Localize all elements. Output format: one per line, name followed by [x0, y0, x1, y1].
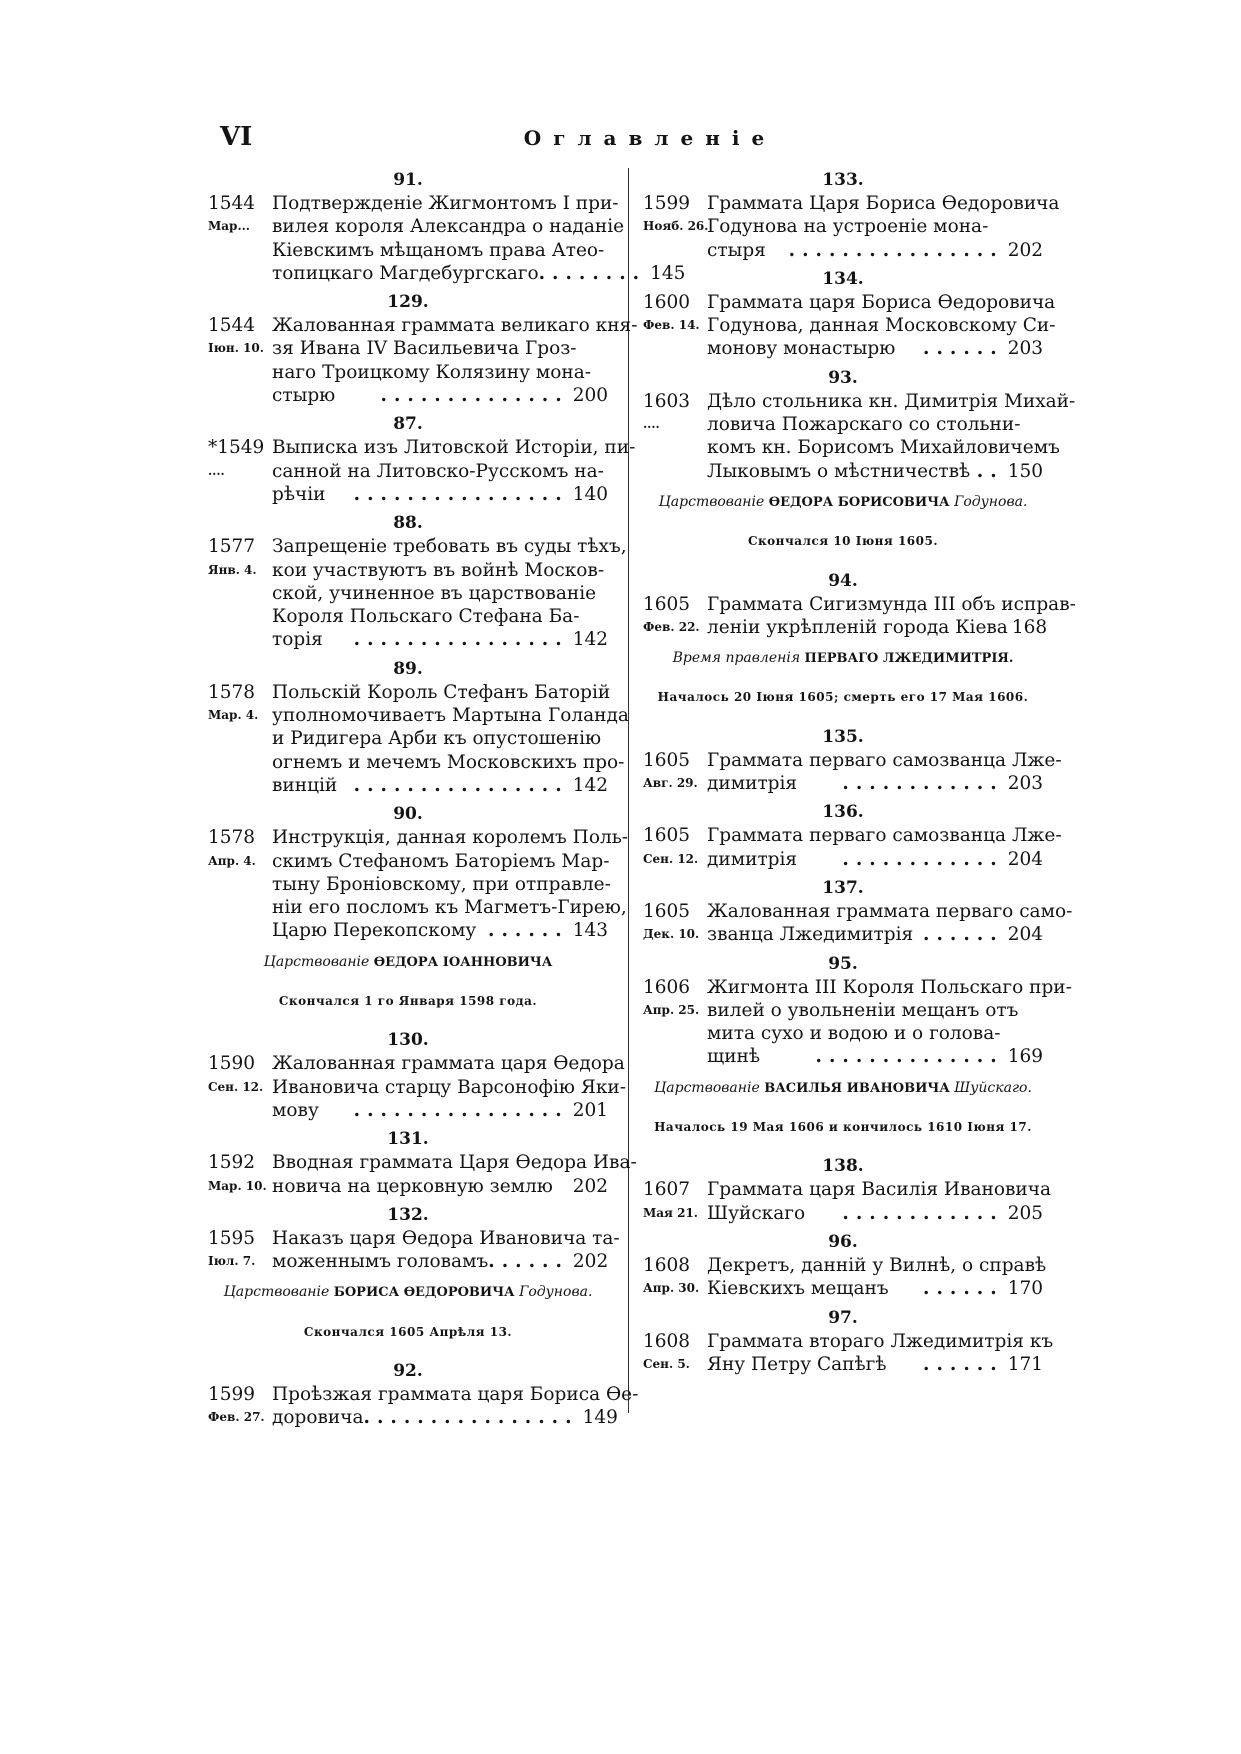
- entry-date: ....: [208, 463, 225, 478]
- entry-date: Іюн. 10.: [208, 341, 264, 356]
- entry-page: 201: [572, 1099, 608, 1121]
- entry-text: наго Троицкому Колязину мона-: [272, 361, 592, 383]
- entry-text: монову монастырю: [707, 338, 896, 360]
- entry-text: зя Ивана IV Васильевича Гроз-: [272, 338, 577, 360]
- entry-text: и Ридигера Арби къ опустошенію: [272, 728, 602, 750]
- document-number: 138.: [822, 1156, 864, 1177]
- toc-entry: 137. 1605 Жалованная граммата перваго само- Дек. 10. званца Лжедимитрія ...... 204: [643, 877, 1073, 946]
- entry-text: Граммата перваго самозванца Лже-: [707, 825, 1062, 847]
- entry-text: стыря: [707, 239, 766, 261]
- entry-page: 200: [572, 385, 608, 407]
- toc-entry: 132. 1595 Наказъ царя Ѳедора Ивановича та- Іюл. 7. моженнымъ головамъ ...... 202: [208, 1204, 620, 1273]
- entry-text: ской, учиненное въ царствованіе: [272, 582, 597, 604]
- entry-text: Граммата царя Бориса Ѳедоровича: [707, 291, 1056, 313]
- entry-year: 1606: [643, 976, 691, 998]
- entry-text: Дѣло стольника кн. Димитрія Михай-: [707, 390, 1076, 412]
- entry-date: Іюл. 7.: [208, 1254, 256, 1269]
- entry-page: 140: [572, 483, 608, 505]
- entry-text: Декретъ, данній у Вилнѣ, о справѣ: [707, 1254, 1047, 1276]
- entry-text: уполномочиваетъ Мартына Голанда: [272, 705, 629, 727]
- reign-prefix: Царствованіе: [658, 493, 765, 510]
- entry-text: Годунова на устроеніе мона-: [707, 216, 989, 238]
- entry-text: Жалованная граммата великаго кня-: [272, 315, 638, 337]
- toc-entry: 129. 1544 Жалованная граммата великаго кня- Іюн. 10. зя Ивана IV Васильевича Гроз- наго Троицкому Колязину мона- стырю .............. 200: [208, 292, 638, 407]
- document-number: 134.: [822, 268, 864, 289]
- entry-text: Годунова, данная Московскому Си-: [707, 315, 1056, 337]
- reign-dates: Скончался 1605 Апрѣля 13.: [303, 1324, 513, 1339]
- entry-text: комъ кн. Борисомъ Михайловичемъ: [707, 437, 1060, 459]
- entry-text: мову: [272, 1099, 319, 1121]
- entry-date: Мар. 4.: [208, 708, 259, 723]
- entry-text: огнемъ и мечемъ Московскихъ про-: [272, 751, 625, 773]
- reign-dates: Началось 20 Іюня 1605; смерть его 17 Мая 1606.: [657, 690, 1029, 705]
- entry-text: Граммата втораго Лжедимитрія къ: [707, 1330, 1054, 1352]
- reign-suffix: Шуйскаго.: [954, 1079, 1032, 1096]
- column-divider: [628, 168, 629, 1413]
- entry-page: 150: [1007, 460, 1043, 482]
- entry-page: 145: [650, 262, 686, 284]
- entry-year: 1595: [208, 1227, 256, 1249]
- entry-year: 1544: [208, 315, 256, 337]
- entry-page: 204: [1007, 848, 1043, 870]
- entry-text: Лыковымъ о мѣстничествѣ: [707, 460, 971, 482]
- entry-date: Янв. 4.: [208, 562, 257, 577]
- entry-text: скимъ Стефаномъ Баторіемъ Мар-: [272, 850, 610, 872]
- entry-text: Кіевскимъ мѣщаномъ права Атео-: [272, 239, 605, 261]
- toc-entry: 92. 1599 Проѣзжая граммата царя Бориса Ѳе- Фев. 27. доровича ................ 149: [208, 1360, 639, 1429]
- entry-year: 1605: [643, 749, 691, 771]
- entry-year: 1578: [208, 827, 256, 849]
- entry-page: 168: [1011, 616, 1048, 638]
- toc-entry: 87. *1549 Выписка изъ Литовской Исторіи, пи- .... санной на Литовско-Русскомъ на- рѣчіи ................ 140: [208, 414, 636, 505]
- entry-text: Ивановича старцу Варсонофію Яки-: [272, 1076, 626, 1098]
- entry-page: 142: [572, 629, 608, 651]
- reign-heading: [208, 1281, 608, 1304]
- entry-page: 205: [1007, 1202, 1043, 1224]
- entry-date: Дек. 10.: [643, 927, 700, 942]
- entry-text: санной на Литовско-Русскомъ на-: [272, 460, 604, 482]
- document-number: 129.: [387, 292, 429, 313]
- entry-text: Кіевскихъ мещанъ: [707, 1278, 889, 1300]
- toc-entry: 138. 1607 Граммата царя Василія Ивановича Мая 21. Шуйскаго ............ 205: [643, 1156, 1051, 1224]
- entry-text: доровича: [272, 1407, 364, 1429]
- toc-entry: 135. 1605 Граммата перваго самозванца Лже- Авг. 29. димитрія ............ 203: [643, 726, 1062, 795]
- reign-name: ВАСИЛЬЯ ИВАНОВИЧА: [764, 1080, 950, 1096]
- document-number: 132.: [387, 1204, 429, 1225]
- entry-date: ....: [643, 417, 660, 432]
- toc-entry: 95. 1606 Жигмонта III Короля Польскаго при- Апр. 25. вилей о увольненіи мещанъ отъ мита сухо и водою и о голова- щинѣ .............. 169: [643, 953, 1072, 1068]
- entry-text: Наказъ царя Ѳедора Ивановича та-: [272, 1227, 620, 1249]
- entry-year: 1599: [643, 193, 691, 214]
- entry-text: Граммата царя Василія Ивановича: [707, 1179, 1051, 1201]
- entry-year: 1578: [208, 681, 256, 703]
- reign-name: ѲЕДОРА ІОАННОВИЧА: [373, 954, 553, 970]
- entry-text: димитрія: [707, 773, 798, 795]
- toc-entry: 88. 1577 Запрещеніе требовать въ суды тѣхъ, Янв. 4. кои участвуютъ въ войнѣ Москов- ской, учиненное въ царствованіе Короля Польскаго Стефана Ба- торія ................ 142: [208, 513, 627, 651]
- reign-prefix: Царствованіе: [223, 1284, 330, 1301]
- reign-prefix: Время правленія: [672, 650, 801, 667]
- entry-year: *1549: [208, 437, 265, 459]
- toc-entry: 93. 1603 Дѣло стольника кн. Димитрія Михай- .... ловича Пожарскаго со стольни- комъ кн. Борисомъ Михайловичемъ Лыковымъ о мѣстничествѣ .. 150: [643, 367, 1076, 482]
- entry-text: Короля Польскаго Стефана Ба-: [272, 606, 580, 628]
- entry-text: новича на церковную землю: [272, 1175, 553, 1197]
- toc-entry: 136. 1605 Граммата перваго самозванца Лже- Сен. 12. димитрія ............ 204: [643, 802, 1062, 870]
- entry-year: 1599: [208, 1383, 256, 1405]
- document-number: 133.: [822, 170, 864, 190]
- document-number: 136.: [822, 802, 864, 823]
- entry-page: 202: [572, 1175, 608, 1197]
- entry-text: стырю: [272, 385, 336, 407]
- entry-year: 1590: [208, 1053, 256, 1075]
- reign-suffix: Годунова.: [954, 493, 1028, 510]
- document-number: 96.: [828, 1231, 858, 1252]
- reign-heading: [643, 647, 1043, 670]
- entry-date: Фев. 22.: [643, 619, 700, 634]
- toc-entry: 96. 1608 Декретъ, данній у Вилнѣ, о справѣ Апр. 30. Кіевскихъ мещанъ ...... 170: [643, 1231, 1047, 1300]
- entry-text: Жигмонта III Короля Польскаго при-: [707, 976, 1072, 998]
- reign-name: БОРИСА ѲЕДОРОВИЧА: [333, 1285, 515, 1301]
- reign-dates: Началось 19 Мая 1606 и кончилось 1610 Іюня 17.: [654, 1120, 1032, 1135]
- entry-text: Шуйскаго: [707, 1202, 806, 1224]
- entry-text: тыну Броніовскому, при отправле-: [272, 873, 611, 895]
- reign-prefix: Царствованіе: [263, 953, 370, 970]
- entry-text: топицкаго Магдебургскаго: [272, 262, 539, 284]
- entry-text: Жалованная граммата царя Ѳедора: [272, 1053, 625, 1075]
- reign-prefix: Царствованіе: [654, 1079, 760, 1096]
- entry-year: 1577: [208, 536, 256, 558]
- toc-entry: 130. 1590 Жалованная граммата царя Ѳедора Сен. 12. Ивановича старцу Варсонофію Яки- мову ................ 201: [208, 1030, 626, 1121]
- reign-heading: [643, 1077, 1043, 1100]
- entry-text: леніи укрѣпленій города Кіева: [707, 616, 1008, 638]
- reign-heading: [643, 491, 1043, 514]
- entry-text: Вводная граммата Царя Ѳедора Ива-: [272, 1152, 637, 1174]
- entry-text: мита сухо и водою и о голова-: [707, 1023, 1001, 1045]
- entry-page: 170: [1007, 1278, 1043, 1300]
- page-number: VI: [220, 122, 253, 152]
- document-number: 88.: [393, 513, 423, 534]
- document-number: 131.: [387, 1129, 429, 1150]
- entry-text: Проѣзжая граммата царя Бориса Ѳе-: [272, 1383, 639, 1405]
- entry-year: 1605: [643, 825, 691, 847]
- entry-text: Запрещеніе требовать въ суды тѣхъ,: [272, 536, 627, 558]
- entry-page: 204: [1007, 924, 1043, 946]
- entry-text: Яну Петру Сапѣгѣ: [707, 1353, 887, 1375]
- entry-text: торія: [272, 629, 323, 651]
- entry-text: Инструкція, данная королемъ Поль-: [272, 827, 629, 849]
- entry-year: 1605: [643, 593, 691, 615]
- entry-year: 1608: [643, 1330, 691, 1352]
- document-number: 90.: [393, 804, 423, 825]
- entry-date: Сен. 5.: [643, 1356, 690, 1371]
- entry-date: Апр. 30.: [643, 1281, 700, 1296]
- entry-page: 142: [572, 774, 608, 796]
- entry-year: 1592: [208, 1152, 256, 1174]
- toc-entry: [208, 1128, 637, 1198]
- entry-page: 171: [1007, 1353, 1043, 1375]
- entry-year: 1544: [208, 193, 256, 214]
- entry-text: Граммата Царя Бориса Ѳедоровича: [707, 193, 1060, 214]
- entry-year: 1600: [643, 291, 691, 313]
- entry-text: рѣчіи: [272, 483, 326, 505]
- entry-text: моженнымъ головамъ: [272, 1251, 489, 1273]
- document-number: 91.: [393, 170, 423, 190]
- document-number: 137.: [822, 877, 864, 898]
- entry-text: Подтвержденіе Жигмонтомъ I при-: [272, 193, 619, 214]
- entry-page: 203: [1007, 773, 1043, 795]
- toc-entry: 90. 1578 Инструкція, данная королемъ Поль- Апр. 4. скимъ Стефаномъ Баторіемъ Мар- тыну Броніовскому, при отправле- ніи его посломъ къ Магметъ-Гирею, Царю Перекопскому ...... 143: [208, 804, 629, 942]
- entry-date: Мар...: [208, 219, 250, 234]
- entry-text: Выписка изъ Литовской Исторіи, пи-: [272, 437, 636, 459]
- entry-page: 202: [572, 1251, 609, 1273]
- entry-year: 1605: [643, 900, 691, 922]
- document-number: 92.: [393, 1360, 423, 1381]
- entry-page: 149: [582, 1407, 618, 1429]
- toc-entry: 97. 1608 Граммата втораго Лжедимитрія къ Сен. 5. Яну Петру Сапѣгѣ ...... 171: [643, 1307, 1054, 1375]
- toc-entry: 91. 1544 Подтвержденіе Жигмонтомъ I при- Мар... вилея короля Александра о наданіе Кіевскимъ мѣщаномъ права Атео- топицкаго Магдебургскаго ........ 145: [208, 170, 686, 284]
- document-number: 87.: [393, 414, 423, 435]
- reign-name: ѲЕДОРА БОРИСОВИЧА: [768, 494, 950, 510]
- entry-page: 202: [1007, 239, 1043, 261]
- page-title: Оглавленіе: [523, 126, 777, 150]
- entry-date: Фев. 14.: [643, 318, 700, 333]
- entry-year: 1607: [643, 1179, 691, 1201]
- toc-entry: 133. 1599 Граммата Царя Бориса Ѳедоровича Нояб. 26. Годунова на устроеніе мона- стыря ................ 202: [643, 170, 1060, 261]
- reign-heading: [208, 951, 608, 974]
- toc-entry: 134. 1600 Граммата царя Бориса Ѳедоровича Фев. 14. Годунова, данная Московскому Си- монову монастырю ...... 203: [643, 268, 1056, 360]
- entry-date: Мая 21.: [643, 1205, 698, 1220]
- reign-dates: Скончался 10 Іюня 1605.: [747, 534, 939, 549]
- entry-text: вилея короля Александра о наданіе: [272, 216, 625, 238]
- entry-text: ловича Пожарскаго со стольни-: [707, 414, 1021, 436]
- entry-text: Граммата перваго самозванца Лже-: [707, 749, 1062, 771]
- entry-date: Нояб. 26.: [643, 219, 709, 234]
- document-number: 93.: [828, 367, 858, 388]
- entry-text: Жалованная граммата перваго само-: [707, 900, 1073, 922]
- entry-text: щинѣ: [707, 1046, 761, 1068]
- right-column: [643, 168, 1076, 1382]
- entry-text: Царю Перекопскому: [272, 920, 477, 942]
- entry-text: ніи его посломъ къ Магметъ-Гирею,: [272, 897, 627, 919]
- entry-page: 203: [1007, 338, 1043, 360]
- toc-entry: [643, 570, 1076, 640]
- reign-suffix: Годунова.: [519, 1284, 593, 1301]
- toc-entry: 89. 1578 Польскій Король Стефанъ Баторій Мар. 4. уполномочиваетъ Мартына Голанда и Ридигера Арби къ опустошенію огнемъ и мечемъ Московскихъ про- винцій ................ 142: [208, 658, 629, 796]
- entry-text: Граммата Сигизмунда III объ исправ-: [707, 593, 1076, 615]
- reign-name: ПЕРВАГО ЛЖЕДИМИТРІЯ.: [804, 651, 1014, 667]
- entry-text: димитрія: [707, 848, 798, 870]
- entry-date: Сен. 12.: [643, 851, 699, 866]
- document-number: 135.: [822, 726, 864, 747]
- entry-page: 169: [1007, 1046, 1043, 1068]
- entry-text: винцій: [272, 774, 338, 796]
- document-number: 95.: [828, 953, 858, 974]
- document-number: 89.: [393, 658, 423, 679]
- document-number: 130.: [387, 1030, 429, 1051]
- entry-date: Апр. 4.: [208, 853, 256, 868]
- document-number: 94.: [828, 570, 858, 591]
- reign-dates: Скончался 1 го Января 1598 года.: [278, 994, 538, 1009]
- entry-text: званца Лжедимитрія: [707, 924, 914, 946]
- entry-year: 1608: [643, 1254, 691, 1276]
- entry-date: Фев. 27.: [208, 1410, 265, 1425]
- entry-date: Апр. 25.: [643, 1002, 700, 1017]
- entry-date: Мар. 10.: [208, 1178, 267, 1193]
- entry-page: 143: [572, 920, 608, 942]
- entry-year: 1603: [643, 390, 691, 412]
- entry-date: Авг. 29.: [643, 776, 698, 791]
- entry-text: Польскій Король Стефанъ Баторій: [272, 681, 611, 703]
- entry-date: Сен. 12.: [208, 1079, 264, 1094]
- document-number: 97.: [828, 1307, 858, 1328]
- entry-text: кои участвуютъ въ войнѣ Москов-: [272, 559, 605, 581]
- entry-text: вилей о увольненіи мещанъ отъ: [707, 999, 1019, 1021]
